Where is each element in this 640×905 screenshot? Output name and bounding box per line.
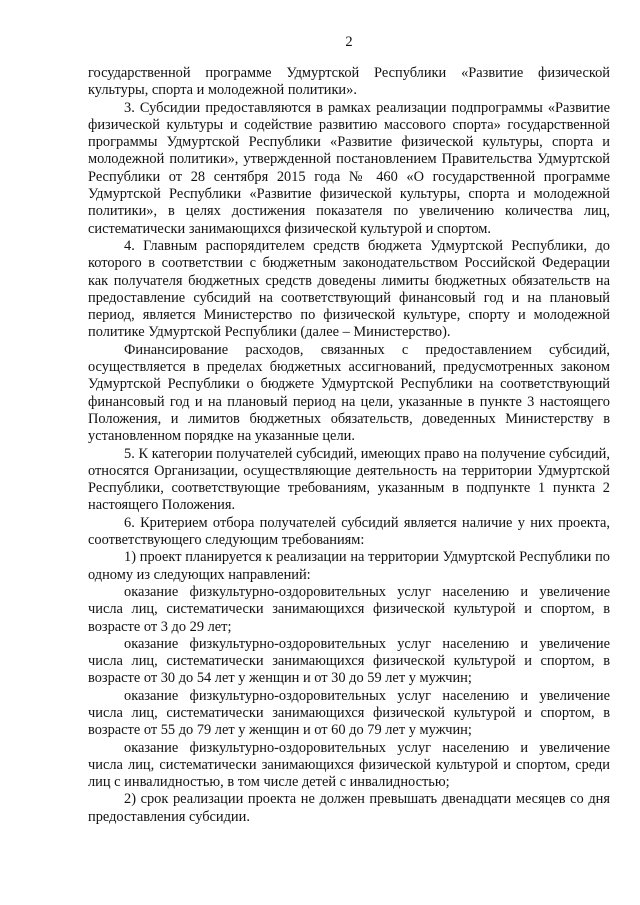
paragraph-financing: Финансирование расходов, связанных с предоставлением субсидий, осуществляется в пределах бюджетных ассигнований, предусмотренных законом Удмуртской Республики о бюджете Удмуртской Республики на соответствующий финансовый год и на плановый период на цели, указанные в пункте 3 настоящего Положения, и лимитов бюджетных обязательств, доведенных Министерству в установленном порядке на указанные цели. xyxy=(88,341,610,445)
paragraph-direction-age-30-59: оказание физкультурно-оздоровительных услуг населению и увеличение числа лиц, систематически занимающихся физической культурой и спортом, в возрасте от 30 до 54 лет у женщин и от 30 до 59 лет у мужчин; xyxy=(88,635,610,687)
paragraph-direction-age-55-79: оказание физкультурно-оздоровительных услуг населению и увеличение числа лиц, систематически занимающихся физической культурой и спортом, в возрасте от 55 до 79 лет у женщин и от 60 до 79 лет у мужчин; xyxy=(88,687,610,739)
paragraph-item-6: 6. Критерием отбора получателей субсидий является наличие у них проекта, соответствующего следующим требованиям: xyxy=(88,514,610,549)
paragraph-subitem-2: 2) срок реализации проекта не должен превышать двенадцати месяцев со дня предоставления субсидии. xyxy=(88,791,610,825)
paragraph-direction-age-3-29: оказание физкультурно-оздоровительных услуг населению и увеличение числа лиц, систематически занимающихся физической культурой и спортом, в возрасте от 3 до 29 лет; xyxy=(88,583,610,635)
document-body xyxy=(88,65,610,826)
paragraph-item-3: 3. Субсидии предоставляются в рамках реализации подпрограммы «Развитие физической культуры и содействие развитию массового спорта» государственной программы Удмуртской Республики «Развитие физической культуры, спорта и молодежной политики», утвержденной постановлением Правительства Удмуртской Республики от 28 сентября 2015 года № 460 «О государственной программе Удмуртской Республики «Развитие физической культуры, спорта и молодежной политики», в целях достижения показателя по увеличению количества лиц, систематически занимающихся физической культурой и спортом. xyxy=(88,99,610,237)
page-number: 2 xyxy=(345,34,353,50)
paragraph-item-4: 4. Главным распорядителем средств бюджета Удмуртской Республики, до которого в соответствии с бюджетным законодательством Российской Федерации как получателя бюджетных средств доведены лимиты бюджетных обязательств на предоставление субсидий на соответствующий финансовый год и на плановый период, является Министерство по физической культуре, спорту и молодежной политике Удмуртской Республики (далее – Министерство). xyxy=(88,237,610,341)
paragraph-continuation: государственной программе Удмуртской Республики «Развитие физической культуры, спорта и молодежной политики». xyxy=(88,65,610,99)
paragraph-item-5: 5. К категории получателей субсидий, имеющих право на получение субсидий, относятся Организации, осуществляющие деятельность на территории Удмуртской Республики, соответствующие требованиям, указанным в подпункте 1 пункта 2 настоящего Положения. xyxy=(88,445,610,514)
paragraph-direction-disability: оказание физкультурно-оздоровительных услуг населению и увеличение числа лиц, систематически занимающихся физической культурой и спортом, среди лиц с инвалидностью, в том числе детей с инвалидностью; xyxy=(88,739,610,791)
paragraph-subitem-1: 1) проект планируется к реализации на территории Удмуртской Республики по одному из следующих направлений: xyxy=(88,549,610,583)
